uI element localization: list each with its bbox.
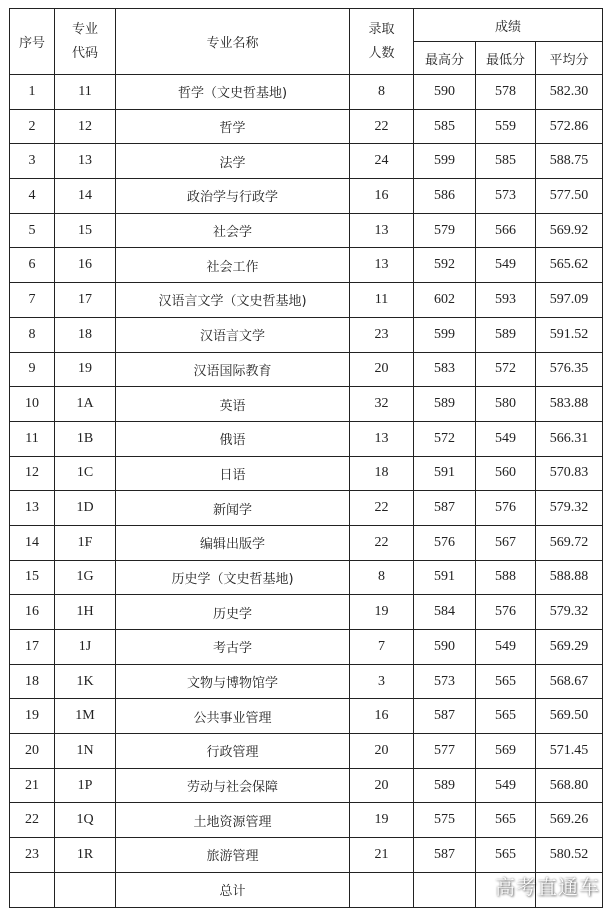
admitted-count-cell: 16 bbox=[350, 699, 414, 734]
total-cell-max bbox=[414, 872, 476, 907]
major-name-cell: 汉语言文学（文史哲基地) bbox=[116, 283, 350, 318]
header-index: 序号 bbox=[10, 9, 55, 75]
table-row bbox=[10, 734, 603, 769]
min-score-cell: 578 bbox=[476, 75, 536, 110]
avg-score-cell: 569.72 bbox=[536, 525, 603, 560]
min-score-cell: 593 bbox=[476, 283, 536, 318]
watermark-logo-text: 高考直通车 bbox=[495, 875, 600, 899]
major-name-cell: 社会学 bbox=[116, 213, 350, 248]
index-cell: 15 bbox=[10, 560, 55, 595]
code-cell: 14 bbox=[55, 179, 116, 214]
avg-score-cell: 583.88 bbox=[536, 387, 603, 422]
max-score-cell: 587 bbox=[414, 491, 476, 526]
min-score-cell: 585 bbox=[476, 144, 536, 179]
max-score-cell: 587 bbox=[414, 699, 476, 734]
code-cell: 1R bbox=[55, 838, 116, 873]
index-cell: 6 bbox=[10, 248, 55, 283]
index-cell: 11 bbox=[10, 421, 55, 456]
table-row bbox=[10, 317, 603, 352]
header-major-code-line1: 专业 bbox=[71, 21, 98, 37]
admitted-count-cell: 18 bbox=[350, 456, 414, 491]
min-score-cell: 580 bbox=[476, 387, 536, 422]
major-name-cell: 旅游管理 bbox=[116, 838, 350, 873]
avg-score-cell: 582.30 bbox=[536, 75, 603, 110]
admitted-count-cell: 13 bbox=[350, 248, 414, 283]
max-score-cell: 575 bbox=[414, 803, 476, 838]
index-cell: 3 bbox=[10, 144, 55, 179]
avg-score-cell: 569.92 bbox=[536, 213, 603, 248]
max-score-cell: 589 bbox=[414, 768, 476, 803]
max-score-cell: 590 bbox=[414, 630, 476, 665]
index-cell: 8 bbox=[10, 317, 55, 352]
min-score-cell: 576 bbox=[476, 595, 536, 630]
admitted-count-cell: 24 bbox=[350, 144, 414, 179]
max-score-cell: 579 bbox=[414, 213, 476, 248]
code-cell: 1G bbox=[55, 560, 116, 595]
major-name-cell: 政治学与行政学 bbox=[116, 179, 350, 214]
major-name-cell: 汉语言文学 bbox=[116, 317, 350, 352]
max-score-cell: 587 bbox=[414, 838, 476, 873]
code-cell: 16 bbox=[55, 248, 116, 283]
total-cell-code bbox=[55, 872, 116, 907]
table-row bbox=[10, 491, 603, 526]
avg-score-cell: 569.26 bbox=[536, 803, 603, 838]
admitted-count-cell: 11 bbox=[350, 283, 414, 318]
table-row bbox=[10, 248, 603, 283]
admitted-count-cell: 16 bbox=[350, 179, 414, 214]
index-cell: 17 bbox=[10, 630, 55, 665]
table-row bbox=[10, 283, 603, 318]
min-score-cell: 588 bbox=[476, 560, 536, 595]
max-score-cell: 585 bbox=[414, 109, 476, 144]
table-row bbox=[10, 179, 603, 214]
max-score-cell: 590 bbox=[414, 75, 476, 110]
admitted-count-cell: 32 bbox=[350, 387, 414, 422]
min-score-cell: 559 bbox=[476, 109, 536, 144]
table-row bbox=[10, 75, 603, 110]
min-score-cell: 576 bbox=[476, 491, 536, 526]
major-name-cell: 土地资源管理 bbox=[116, 803, 350, 838]
code-cell: 1N bbox=[55, 734, 116, 769]
max-score-cell: 589 bbox=[414, 387, 476, 422]
admitted-count-cell: 7 bbox=[350, 630, 414, 665]
total-label: 总计 bbox=[116, 872, 350, 907]
major-name-cell: 社会工作 bbox=[116, 248, 350, 283]
code-cell: 1P bbox=[55, 768, 116, 803]
code-cell: 1C bbox=[55, 456, 116, 491]
avg-score-cell: 591.52 bbox=[536, 317, 603, 352]
avg-score-cell: 569.29 bbox=[536, 630, 603, 665]
table-row bbox=[10, 109, 603, 144]
total-cell-index bbox=[10, 872, 55, 907]
index-cell: 18 bbox=[10, 664, 55, 699]
min-score-cell: 565 bbox=[476, 803, 536, 838]
code-cell: 1B bbox=[55, 421, 116, 456]
admitted-count-cell: 22 bbox=[350, 525, 414, 560]
table-body bbox=[10, 75, 603, 873]
table-row bbox=[10, 352, 603, 387]
index-cell: 5 bbox=[10, 213, 55, 248]
index-cell: 7 bbox=[10, 283, 55, 318]
admitted-count-cell: 19 bbox=[350, 595, 414, 630]
major-name-cell: 公共事业管理 bbox=[116, 699, 350, 734]
max-score-cell: 591 bbox=[414, 560, 476, 595]
admitted-count-cell: 13 bbox=[350, 421, 414, 456]
max-score-cell: 572 bbox=[414, 421, 476, 456]
code-cell: 1D bbox=[55, 491, 116, 526]
major-name-cell: 英语 bbox=[116, 387, 350, 422]
table-row bbox=[10, 664, 603, 699]
admitted-count-cell: 23 bbox=[350, 317, 414, 352]
avg-score-cell: 568.67 bbox=[536, 664, 603, 699]
index-cell: 19 bbox=[10, 699, 55, 734]
major-name-cell: 俄语 bbox=[116, 421, 350, 456]
table-row bbox=[10, 144, 603, 179]
admitted-count-cell: 3 bbox=[350, 664, 414, 699]
code-cell: 1M bbox=[55, 699, 116, 734]
table-row bbox=[10, 595, 603, 630]
avg-score-cell: 566.31 bbox=[536, 421, 603, 456]
header-major-code-line2: 代码 bbox=[71, 45, 98, 61]
major-name-cell: 历史学（文史哲基地) bbox=[116, 560, 350, 595]
code-cell: 1J bbox=[55, 630, 116, 665]
index-cell: 4 bbox=[10, 179, 55, 214]
admitted-count-cell: 20 bbox=[350, 352, 414, 387]
avg-score-cell: 572.86 bbox=[536, 109, 603, 144]
major-name-cell: 汉语国际教育 bbox=[116, 352, 350, 387]
admitted-count-cell: 8 bbox=[350, 75, 414, 110]
table-row bbox=[10, 525, 603, 560]
table-row bbox=[10, 421, 603, 456]
major-name-cell: 日语 bbox=[116, 456, 350, 491]
min-score-cell: 549 bbox=[476, 421, 536, 456]
major-name-cell: 历史学 bbox=[116, 595, 350, 630]
index-cell: 2 bbox=[10, 109, 55, 144]
index-cell: 16 bbox=[10, 595, 55, 630]
avg-score-cell: 569.50 bbox=[536, 699, 603, 734]
table-row bbox=[10, 456, 603, 491]
min-score-cell: 589 bbox=[476, 317, 536, 352]
major-name-cell: 哲学 bbox=[116, 109, 350, 144]
major-name-cell: 劳动与社会保障 bbox=[116, 768, 350, 803]
avg-score-cell: 576.35 bbox=[536, 352, 603, 387]
header-admitted-line2: 人数 bbox=[368, 45, 395, 61]
code-cell: 19 bbox=[55, 352, 116, 387]
table-row bbox=[10, 387, 603, 422]
max-score-cell: 591 bbox=[414, 456, 476, 491]
index-cell: 22 bbox=[10, 803, 55, 838]
max-score-cell: 583 bbox=[414, 352, 476, 387]
major-name-cell: 文物与博物馆学 bbox=[116, 664, 350, 699]
min-score-cell: 573 bbox=[476, 179, 536, 214]
code-cell: 1Q bbox=[55, 803, 116, 838]
total-cell-count bbox=[350, 872, 414, 907]
header-min-score: 最低分 bbox=[476, 42, 536, 75]
code-cell: 1F bbox=[55, 525, 116, 560]
code-cell: 1H bbox=[55, 595, 116, 630]
admitted-count-cell: 20 bbox=[350, 768, 414, 803]
min-score-cell: 549 bbox=[476, 768, 536, 803]
avg-score-cell: 579.32 bbox=[536, 491, 603, 526]
min-score-cell: 549 bbox=[476, 630, 536, 665]
table-row bbox=[10, 213, 603, 248]
avg-score-cell: 571.45 bbox=[536, 734, 603, 769]
index-cell: 21 bbox=[10, 768, 55, 803]
major-name-cell: 编辑出版学 bbox=[116, 525, 350, 560]
header-admitted-count bbox=[350, 9, 414, 75]
max-score-cell: 599 bbox=[414, 317, 476, 352]
min-score-cell: 565 bbox=[476, 838, 536, 873]
index-cell: 23 bbox=[10, 838, 55, 873]
max-score-cell: 576 bbox=[414, 525, 476, 560]
table-row bbox=[10, 560, 603, 595]
major-name-cell: 法学 bbox=[116, 144, 350, 179]
header-avg-score: 平均分 bbox=[536, 42, 603, 75]
header-max-score: 最高分 bbox=[414, 42, 476, 75]
header-admitted-line1: 录取 bbox=[368, 21, 395, 37]
max-score-cell: 584 bbox=[414, 595, 476, 630]
major-name-cell: 考古学 bbox=[116, 630, 350, 665]
code-cell: 12 bbox=[55, 109, 116, 144]
header-scores-group: 成绩 bbox=[414, 9, 603, 42]
table-row bbox=[10, 768, 603, 803]
admission-scores-table bbox=[9, 8, 603, 908]
admitted-count-cell: 20 bbox=[350, 734, 414, 769]
index-cell: 14 bbox=[10, 525, 55, 560]
header-major-name: 专业名称 bbox=[116, 9, 350, 75]
max-score-cell: 573 bbox=[414, 664, 476, 699]
table-row bbox=[10, 630, 603, 665]
major-name-cell: 新闻学 bbox=[116, 491, 350, 526]
min-score-cell: 569 bbox=[476, 734, 536, 769]
min-score-cell: 566 bbox=[476, 213, 536, 248]
avg-score-cell: 588.88 bbox=[536, 560, 603, 595]
admitted-count-cell: 22 bbox=[350, 109, 414, 144]
code-cell: 13 bbox=[55, 144, 116, 179]
major-name-cell: 哲学（文史哲基地) bbox=[116, 75, 350, 110]
code-cell: 15 bbox=[55, 213, 116, 248]
max-score-cell: 592 bbox=[414, 248, 476, 283]
major-name-cell: 行政管理 bbox=[116, 734, 350, 769]
avg-score-cell: 580.52 bbox=[536, 838, 603, 873]
max-score-cell: 577 bbox=[414, 734, 476, 769]
admitted-count-cell: 13 bbox=[350, 213, 414, 248]
max-score-cell: 586 bbox=[414, 179, 476, 214]
index-cell: 1 bbox=[10, 75, 55, 110]
admitted-count-cell: 19 bbox=[350, 803, 414, 838]
avg-score-cell: 565.62 bbox=[536, 248, 603, 283]
min-score-cell: 572 bbox=[476, 352, 536, 387]
max-score-cell: 599 bbox=[414, 144, 476, 179]
code-cell: 18 bbox=[55, 317, 116, 352]
index-cell: 9 bbox=[10, 352, 55, 387]
avg-score-cell: 588.75 bbox=[536, 144, 603, 179]
min-score-cell: 565 bbox=[476, 664, 536, 699]
header-major-code bbox=[55, 9, 116, 75]
code-cell: 1A bbox=[55, 387, 116, 422]
code-cell: 17 bbox=[55, 283, 116, 318]
admitted-count-cell: 22 bbox=[350, 491, 414, 526]
avg-score-cell: 577.50 bbox=[536, 179, 603, 214]
table-row bbox=[10, 803, 603, 838]
avg-score-cell: 568.80 bbox=[536, 768, 603, 803]
min-score-cell: 567 bbox=[476, 525, 536, 560]
code-cell: 1K bbox=[55, 664, 116, 699]
avg-score-cell: 570.83 bbox=[536, 456, 603, 491]
admitted-count-cell: 8 bbox=[350, 560, 414, 595]
avg-score-cell: 597.09 bbox=[536, 283, 603, 318]
avg-score-cell: 579.32 bbox=[536, 595, 603, 630]
table-row bbox=[10, 838, 603, 873]
index-cell: 10 bbox=[10, 387, 55, 422]
header-row-top bbox=[10, 9, 603, 42]
min-score-cell: 549 bbox=[476, 248, 536, 283]
code-cell: 11 bbox=[55, 75, 116, 110]
min-score-cell: 565 bbox=[476, 699, 536, 734]
index-cell: 12 bbox=[10, 456, 55, 491]
table-row bbox=[10, 699, 603, 734]
max-score-cell: 602 bbox=[414, 283, 476, 318]
index-cell: 20 bbox=[10, 734, 55, 769]
min-score-cell: 560 bbox=[476, 456, 536, 491]
admitted-count-cell: 21 bbox=[350, 838, 414, 873]
index-cell: 13 bbox=[10, 491, 55, 526]
